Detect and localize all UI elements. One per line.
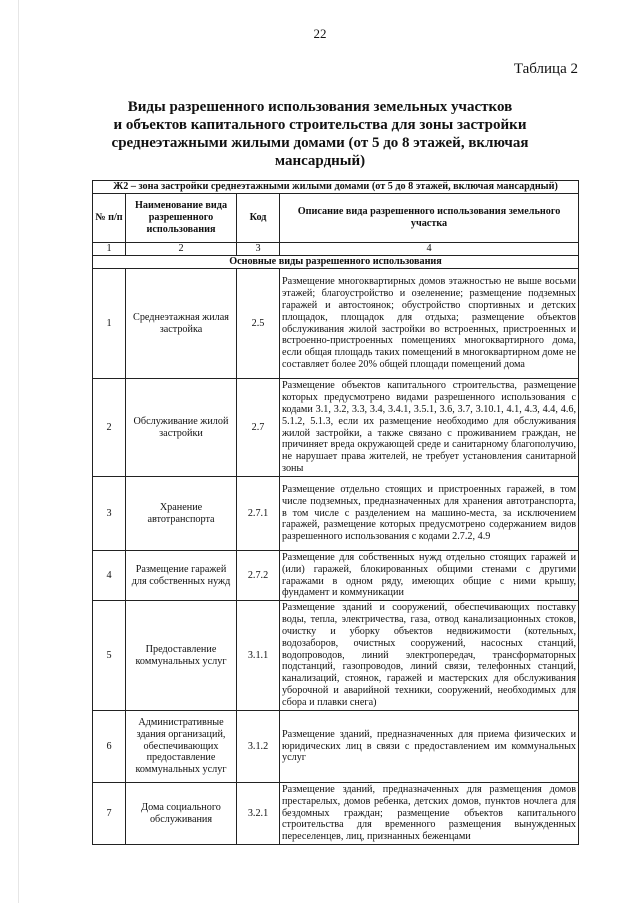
column-index: 1 bbox=[93, 243, 126, 256]
table-row bbox=[93, 601, 579, 711]
row-name: Предоставление коммунальных услуг bbox=[126, 601, 237, 711]
row-number: 2 bbox=[93, 379, 126, 477]
table-row bbox=[93, 379, 579, 477]
column-index: 3 bbox=[237, 243, 280, 256]
title-line: среднеэтажными жилыми домами (от 5 до 8 этажей, включая bbox=[111, 135, 529, 151]
title-line: и объектов капитального строительства для зоны застройки bbox=[113, 117, 527, 133]
land-use-table bbox=[92, 180, 579, 845]
column-index: 2 bbox=[126, 243, 237, 256]
row-name: Дома социального обслуживания bbox=[126, 783, 237, 845]
row-number: 1 bbox=[93, 269, 126, 379]
table-label: Таблица 2 bbox=[513, 61, 578, 77]
table-row bbox=[93, 269, 579, 379]
row-code: 2.7.1 bbox=[237, 477, 280, 551]
row-description: Размещение для собственных нужд отдельно стоящих гаражей и (или) гаражей, блокированных общими стенами с другими гаражами в одном ряду, имеющих общие с ними крышу, фундамент и коммуникации bbox=[280, 551, 579, 601]
title-line: Виды разрешенного использования земельных участков bbox=[127, 99, 513, 115]
table-row bbox=[93, 783, 579, 845]
row-number: 4 bbox=[93, 551, 126, 601]
column-index-row bbox=[93, 243, 579, 256]
row-number: 5 bbox=[93, 601, 126, 711]
section-title: Основные виды разрешенного использования bbox=[93, 256, 579, 269]
zone-header-row bbox=[93, 181, 579, 194]
row-description: Размещение зданий, предназначенных для приема физических и юридических лиц в связи с предоставлением им коммунальных услуг bbox=[280, 711, 579, 783]
row-name: Административные здания организаций, обеспечивающих предоставление коммунальных услуг bbox=[126, 711, 237, 783]
column-header-num: № п/п bbox=[93, 194, 126, 243]
row-description: Размещение многоквартирных домов этажностью не выше восьми этажей; благоустройство и озеленение; размещение подземных гаражей и автостоянок; обустройство спортивных и детских площадок, площадок для отдыха; размещение объектов обслуживания жилой застройки во встроенных, пристроенных и встроенно-пристроенных помещениях многоквартирного дома, если общая площадь таких помещений в многоквартирном доме не составляет более 20% общей площади помещений дома bbox=[280, 269, 579, 379]
row-description: Размещение объектов капитального строительства, размещение которых предусмотрено видами разрешенного использования с кодами 3.1, 3.2, 3.3, 3.4, 3.4.1, 3.5.1, 3.6, 3.7, 3.10.1, 4.1, 4.3, 4.4, 4.6, 5.1.2, 5.1.3, если их размещение необходимо для обслуживания жилой застройки, а также связано с проживанием граждан, не причиняет вреда окружающей среде и санитарному благополучию, не нарушает права жителей, не требует установления санитарной зоны bbox=[280, 379, 579, 477]
row-code: 3.2.1 bbox=[237, 783, 280, 845]
table-row bbox=[93, 477, 579, 551]
title-line: мансардный) bbox=[274, 153, 366, 169]
row-name: Обслуживание жилой застройки bbox=[126, 379, 237, 477]
row-code: 3.1.2 bbox=[237, 711, 280, 783]
row-number: 7 bbox=[93, 783, 126, 845]
row-number: 3 bbox=[93, 477, 126, 551]
section-row bbox=[93, 256, 579, 269]
row-code: 2.7.2 bbox=[237, 551, 280, 601]
row-description: Размещение зданий и сооружений, обеспечивающих поставку воды, тепла, электричества, газа, отвод канализационных стоков, очистку и уборку объектов недвижимости (котельных, водозаборов, очистных сооружений, насосных станций, водопроводов, линий электропередач, трансформаторных подстанций, газопроводов, линий связи, телефонных станций, канализаций, стоянок, гаражей и мастерских для обслуживания уборочной и аварийной техники, сооружений, необходимых для сбора и плавки снега) bbox=[280, 601, 579, 711]
row-name: Хранение автотранспорта bbox=[126, 477, 237, 551]
zone-header: Ж2 – зона застройки среднеэтажными жилыми домами (от 5 до 8 этажей, включая мансардный) bbox=[93, 181, 579, 194]
document-title bbox=[95, 98, 545, 170]
row-name: Среднеэтажная жилая застройка bbox=[126, 269, 237, 379]
table-row bbox=[93, 711, 579, 783]
scan-edge-line bbox=[18, 0, 19, 903]
row-code: 3.1.1 bbox=[237, 601, 280, 711]
column-header-name: Наименование вида разрешенного использования bbox=[126, 194, 237, 243]
row-number: 6 bbox=[93, 711, 126, 783]
column-index: 4 bbox=[280, 243, 579, 256]
page-number: 22 bbox=[313, 26, 327, 41]
column-header-row bbox=[93, 194, 579, 243]
row-description: Размещение зданий, предназначенных для размещения домов престарелых, домов ребенка, детских домов, пунктов ночлега для бездомных граждан; размещение объектов капитального строительства для временного размещения вынужденных переселенцев, лиц, признанных беженцами bbox=[280, 783, 579, 845]
column-header-code: Код bbox=[237, 194, 280, 243]
row-name: Размещение гаражей для собственных нужд bbox=[126, 551, 237, 601]
column-header-description: Описание вида разрешенного использования земельного участка bbox=[280, 194, 579, 243]
table-row bbox=[93, 551, 579, 601]
row-code: 2.5 bbox=[237, 269, 280, 379]
row-description: Размещение отдельно стоящих и пристроенных гаражей, в том числе подземных, предназначенных для хранения автотранспорта, в том числе с разделением на машино-места, за исключением гаражей, размещение которых предусмотрено содержанием видов разрешенного использования с кодами 2.7.2, 4.9 bbox=[280, 477, 579, 551]
row-code: 2.7 bbox=[237, 379, 280, 477]
